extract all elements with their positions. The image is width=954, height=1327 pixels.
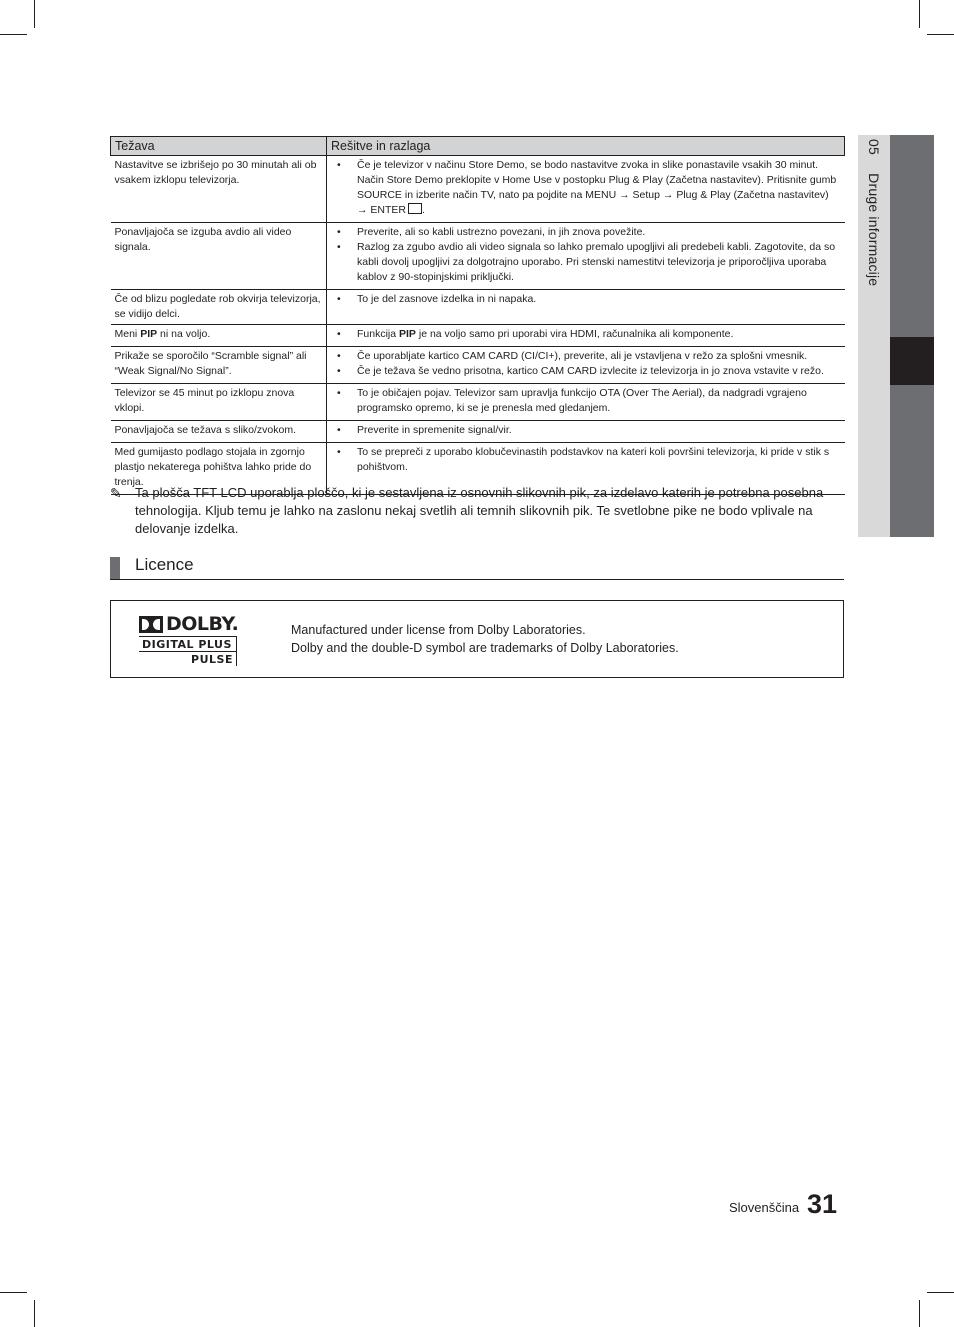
crop-mark xyxy=(919,0,920,28)
crop-mark xyxy=(34,1300,35,1327)
footer-language: Slovenščina xyxy=(729,1200,800,1215)
section-title: Licence xyxy=(135,555,194,574)
crop-mark xyxy=(919,1300,920,1327)
crop-mark xyxy=(34,0,35,28)
enter-key-icon xyxy=(408,203,422,214)
problem-cell: Ponavljajoča se izguba avdio ali video signala. xyxy=(111,223,327,290)
problem-cell: Če od blizu pogledate rob okvirja televizorja, se vidijo delci. xyxy=(111,290,327,325)
chapter-index-active-marker xyxy=(890,337,934,385)
solution-item: • Preverite in spremenite signal/vir. xyxy=(357,423,841,438)
table-row xyxy=(111,156,845,223)
solution-item: • Če je televizor v načinu Store Demo, se bodo nastavitve zvoka in slike ponastavile vsakih 30 minut. Način Store Demo preklopite v Home Use v postopku Plug & Play (Začetna nastavitev). Pritisnite gumb SOURCE in izberite način TV, nato pa pojdite na MENU → Setup → Plug & Play (Začetna nastavitev) → ENTER . xyxy=(357,158,841,218)
column-header-solution: Rešitve in razlaga xyxy=(327,137,845,156)
troubleshooting-table xyxy=(110,136,845,495)
chapter-number: 05 xyxy=(866,139,882,155)
dolby-wordmark: DOLBY. xyxy=(166,613,239,635)
crop-mark xyxy=(927,34,954,35)
column-header-problem: Težava xyxy=(111,137,327,156)
table-row xyxy=(111,347,845,384)
solution-cell xyxy=(327,223,845,290)
chapter-index-strip xyxy=(890,135,934,537)
problem-cell: Prikaže se sporočilo “Scramble signal” ali “Weak Signal/No Signal”. xyxy=(111,347,327,384)
solution-cell xyxy=(327,384,845,421)
solution-item: • Če uporabljate kartico CAM CARD (CI/CI+), preverite, ali je vstavljena v režo za splošni vmesnik. xyxy=(357,349,841,364)
problem-cell: Meni PIP ni na voljo. xyxy=(111,325,327,347)
table-row xyxy=(111,290,845,325)
note-text: Ta plošča TFT LCD uporablja ploščo, ki je sestavljena iz osnovnih slikovnih pik, za izdelavo katerih je potrebna posebna tehnologija. Kljub temu je lahko na zaslonu nekaj svetlih ali temnih slikovnih pik. Te svetlobne pike ne bodo vplivale na delovanje izdelka. xyxy=(135,485,824,536)
problem-cell: Med gumijasto podlago stojala in zgornjo plastjo nekaterega pohištva lahko pride do trenja. xyxy=(111,443,327,495)
logo-rule xyxy=(139,636,237,637)
chapter-label xyxy=(866,139,882,286)
chapter-title: Druge informacije xyxy=(866,173,882,287)
problem-cell: Ponavljajoča se težava s sliko/zvokom. xyxy=(111,421,327,443)
problem-cell: Nastavitve se izbrišejo po 30 minutah ali ob vsakem izklopu televizorja. xyxy=(111,156,327,223)
logo-pulse: PULSE xyxy=(191,653,233,666)
double-d-icon xyxy=(139,616,163,633)
solution-cell xyxy=(327,347,845,384)
note-block xyxy=(110,484,840,538)
logo-rule xyxy=(236,636,237,666)
solution-item: • To se prepreči z uporabo klobučevinastih podstavkov na kateri koli površini televizorja, ki pride v stik s pohištvom. xyxy=(357,445,841,475)
solution-cell xyxy=(327,325,845,347)
license-line: Dolby and the double-D symbol are trademarks of Dolby Laboratories. xyxy=(291,641,679,655)
solution-item: • To je običajen pojav. Televizor sam upravlja funkcijo OTA (Over The Aerial), da nadgradi vgrajeno programsko opremo, ki se je prenesla med gledanjem. xyxy=(357,386,841,416)
table-header-row xyxy=(111,137,845,156)
solution-item: • Funkcija PIP je na voljo samo pri uporabi vira HDMI, računalnika ali komponente. xyxy=(357,327,841,342)
problem-cell: Televizor se 45 minut po izklopu znova vklopi. xyxy=(111,384,327,421)
table-row xyxy=(111,384,845,421)
section-marker xyxy=(110,557,120,579)
table-row xyxy=(111,421,845,443)
table-row xyxy=(111,325,845,347)
solution-item: • To je del zasnove izdelka in ni napaka. xyxy=(357,292,841,307)
solution-cell xyxy=(327,156,845,223)
solution-item: • Preverite, ali so kabli ustrezno povezani, in jih znova povežite. xyxy=(357,225,841,240)
table-row xyxy=(111,223,845,290)
solution-item: • Razlog za zgubo avdio ali video signala so lahko premalo upogljivi ali predebeli kabli. Zagotovite, da so kabli dovolj upogljivi za dolgotrajno uporabo. Pri stenski namestitvi televizorja je priporočljiva uporaba kablov z 90-stopinjskimi priključki. xyxy=(357,240,841,285)
dolby-logo xyxy=(137,614,241,668)
logo-digital-plus: DIGITAL PLUS xyxy=(142,638,232,651)
solution-item: • Če je težava še vedno prisotna, kartico CAM CARD izvlecite iz televizorja in jo znova vstavite v režo. xyxy=(357,364,841,379)
crop-mark xyxy=(0,1292,27,1293)
license-line: Manufactured under license from Dolby Laboratories. xyxy=(291,623,586,637)
page-number: 31 xyxy=(807,1189,838,1219)
solution-cell xyxy=(327,421,845,443)
license-box xyxy=(110,600,844,678)
crop-mark xyxy=(0,34,27,35)
solution-cell xyxy=(327,290,845,325)
logo-rule xyxy=(139,651,237,652)
crop-mark xyxy=(927,1292,954,1293)
license-text xyxy=(291,621,679,657)
note-pencil-icon: ✎ xyxy=(110,485,122,501)
section-divider xyxy=(110,579,844,580)
